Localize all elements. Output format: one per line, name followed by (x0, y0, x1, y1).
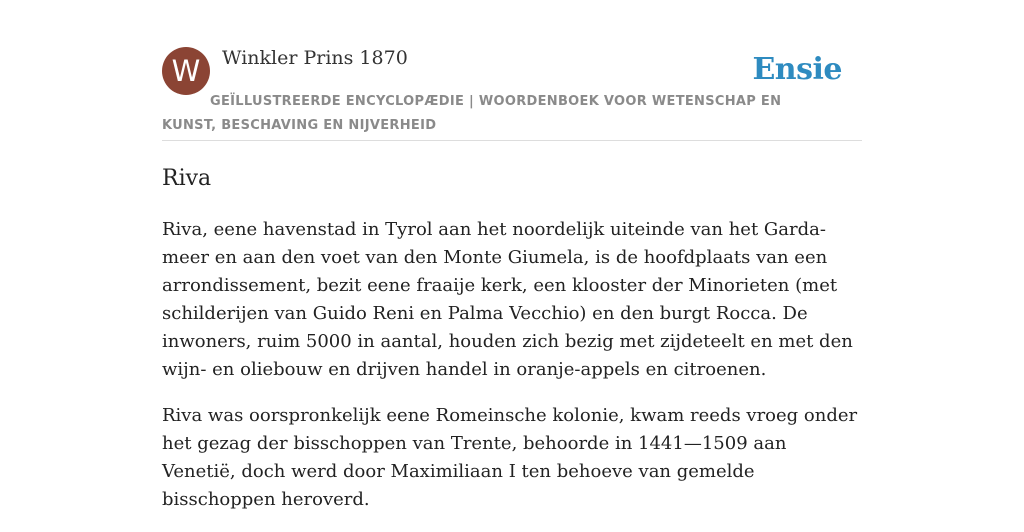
header (162, 44, 862, 141)
brand-logo[interactable]: Ensie (752, 52, 842, 87)
source-subtitle: GEÏLLUSTREERDE ENCYCLOPÆDIE | WOORDENBOEK VOOR WETENSCHAP EN KUNST, BESCHAVING EN NIJVERHEID (162, 94, 782, 133)
article-body (162, 216, 862, 532)
article-paragraph: Riva, eene havenstad in Tyrol aan het noordelijk uiteinde van het Garda-meer en aan den voet van den Monte Giumela, is de hoofdplaats van een arrondissement, bezit eene fraaije kerk, een klooster der Minorieten (met schilderijen van Guido Reni en Palma Vecchio) en den burgt Rocca. De inwoners, ruim 5000 in aantal, houden zich bezig met zijdeteelt en met den wijn- en oliebouw en drijven handel in oranje-appels en citroenen. (162, 219, 853, 380)
source-title[interactable]: Winkler Prins 1870 (222, 47, 408, 69)
article-title: Riva (162, 166, 212, 191)
article-paragraph: Riva was oorspronkelijk eene Romeinsche kolonie, kwam reeds vroeg onder het gezag der bisschoppen van Trente, behoorde in 1441—1509 aan Venetië, doch werd door Maximiliaan I ten behoeve van gemelde bisschoppen heroverd. (162, 405, 858, 510)
source-avatar[interactable]: W (162, 47, 210, 95)
